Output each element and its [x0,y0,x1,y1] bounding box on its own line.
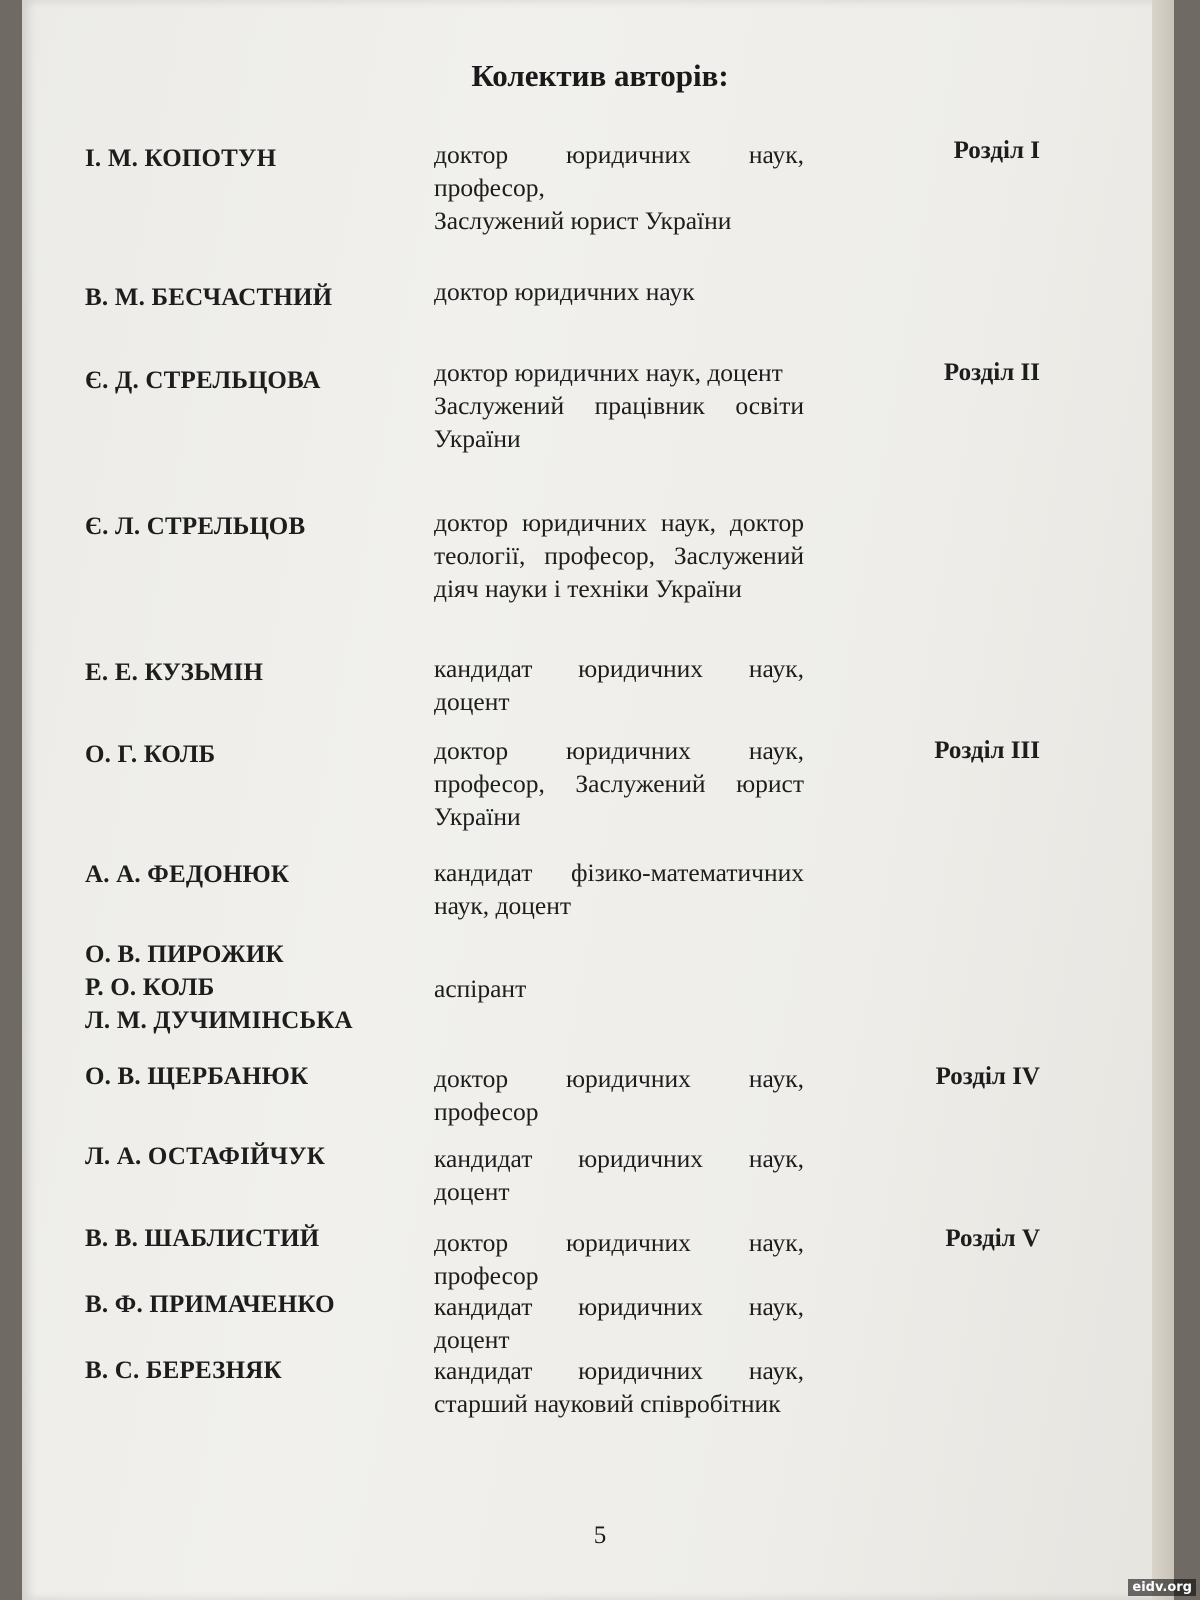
author-description-text: кандидат юридичних наук, доцент [434,654,804,716]
author-name: О. Г. КОЛБ [85,741,216,768]
author-name: В. М. БЕСЧАСТНИЙ [85,284,333,311]
section-label: Розділ IV [935,1063,1040,1090]
author-description-text: доктор юридичних наук, доктор теології, професор, Заслужений діяч науки і техніки України [434,508,804,603]
author-description [434,506,804,605]
author-description [434,734,804,833]
author-name: А. А. ФЕДОНЮК [85,861,290,888]
section-label: Розділ ІІІ [934,737,1040,764]
author-name: О. В. ЩЕРБАНЮК [85,1063,309,1090]
author-name: І. М. КОПОТУН [85,145,277,172]
author-description-text: кандидат фізико-математичних наук, доцент [434,858,804,920]
author-description-text: доктор юридичних наук, професор, Заслужений юрист України [434,140,804,235]
author-name: В. Ф. ПРИМАЧЕНКО [85,1291,335,1318]
page-title: Колектив авторів: [471,58,729,93]
section-label: Розділ ІІ [943,359,1040,386]
author-description-text: доктор юридичних наук, професор [434,1228,804,1290]
author-description [434,1062,804,1128]
author-description-text: доктор юридичних наук [434,277,695,306]
section-label: Розділ І [953,137,1040,164]
author-name: В. В. ШАБЛИСТИЙ [85,1225,320,1252]
author-description [434,1142,804,1208]
author-description [434,138,804,237]
author-description [434,652,804,718]
author-name: В. С. БЕРЕЗНЯК [85,1357,282,1384]
author-name: Є. Д. СТРЕЛЬЦОВА [85,367,321,394]
author-description-text: доктор юридичних наук, доцент Заслужений працівник освіти України [434,358,804,453]
page-number: 5 [593,1522,607,1549]
author-description [434,1354,804,1420]
author-description-text: доктор юридичних наук, професор [434,1064,804,1126]
author-description-text: аспірант [434,974,527,1003]
author-description [434,275,804,308]
page-edge [1152,0,1174,1600]
author-description-text: кандидат юридичних наук, доцент [434,1144,804,1206]
author-description [434,356,804,455]
watermark: eidv.org [1128,1579,1196,1596]
author-description [434,856,804,922]
author-name: Л. А. ОСТАФІЙЧУК [85,1143,326,1170]
author-name: Е. Е. КУЗЬМІН [85,659,264,686]
author-name: Є. Л. СТРЕЛЬЦОВ [85,513,306,540]
author-description [434,1226,804,1292]
section-label: Розділ V [945,1225,1040,1252]
author-description [434,972,804,1005]
author-description-text: доктор юридичних наук, професор, Заслужений юрист України [434,736,804,831]
author-description-text: кандидат юридичних наук, старший науковий співробітник [434,1356,804,1418]
author-description [434,1290,804,1356]
author-name-group: О. В. ПИРОЖИК Р. О. КОЛБ Л. М. ДУЧИМІНСЬКА [85,941,353,1034]
author-description-text: кандидат юридичних наук, доцент [434,1292,804,1354]
